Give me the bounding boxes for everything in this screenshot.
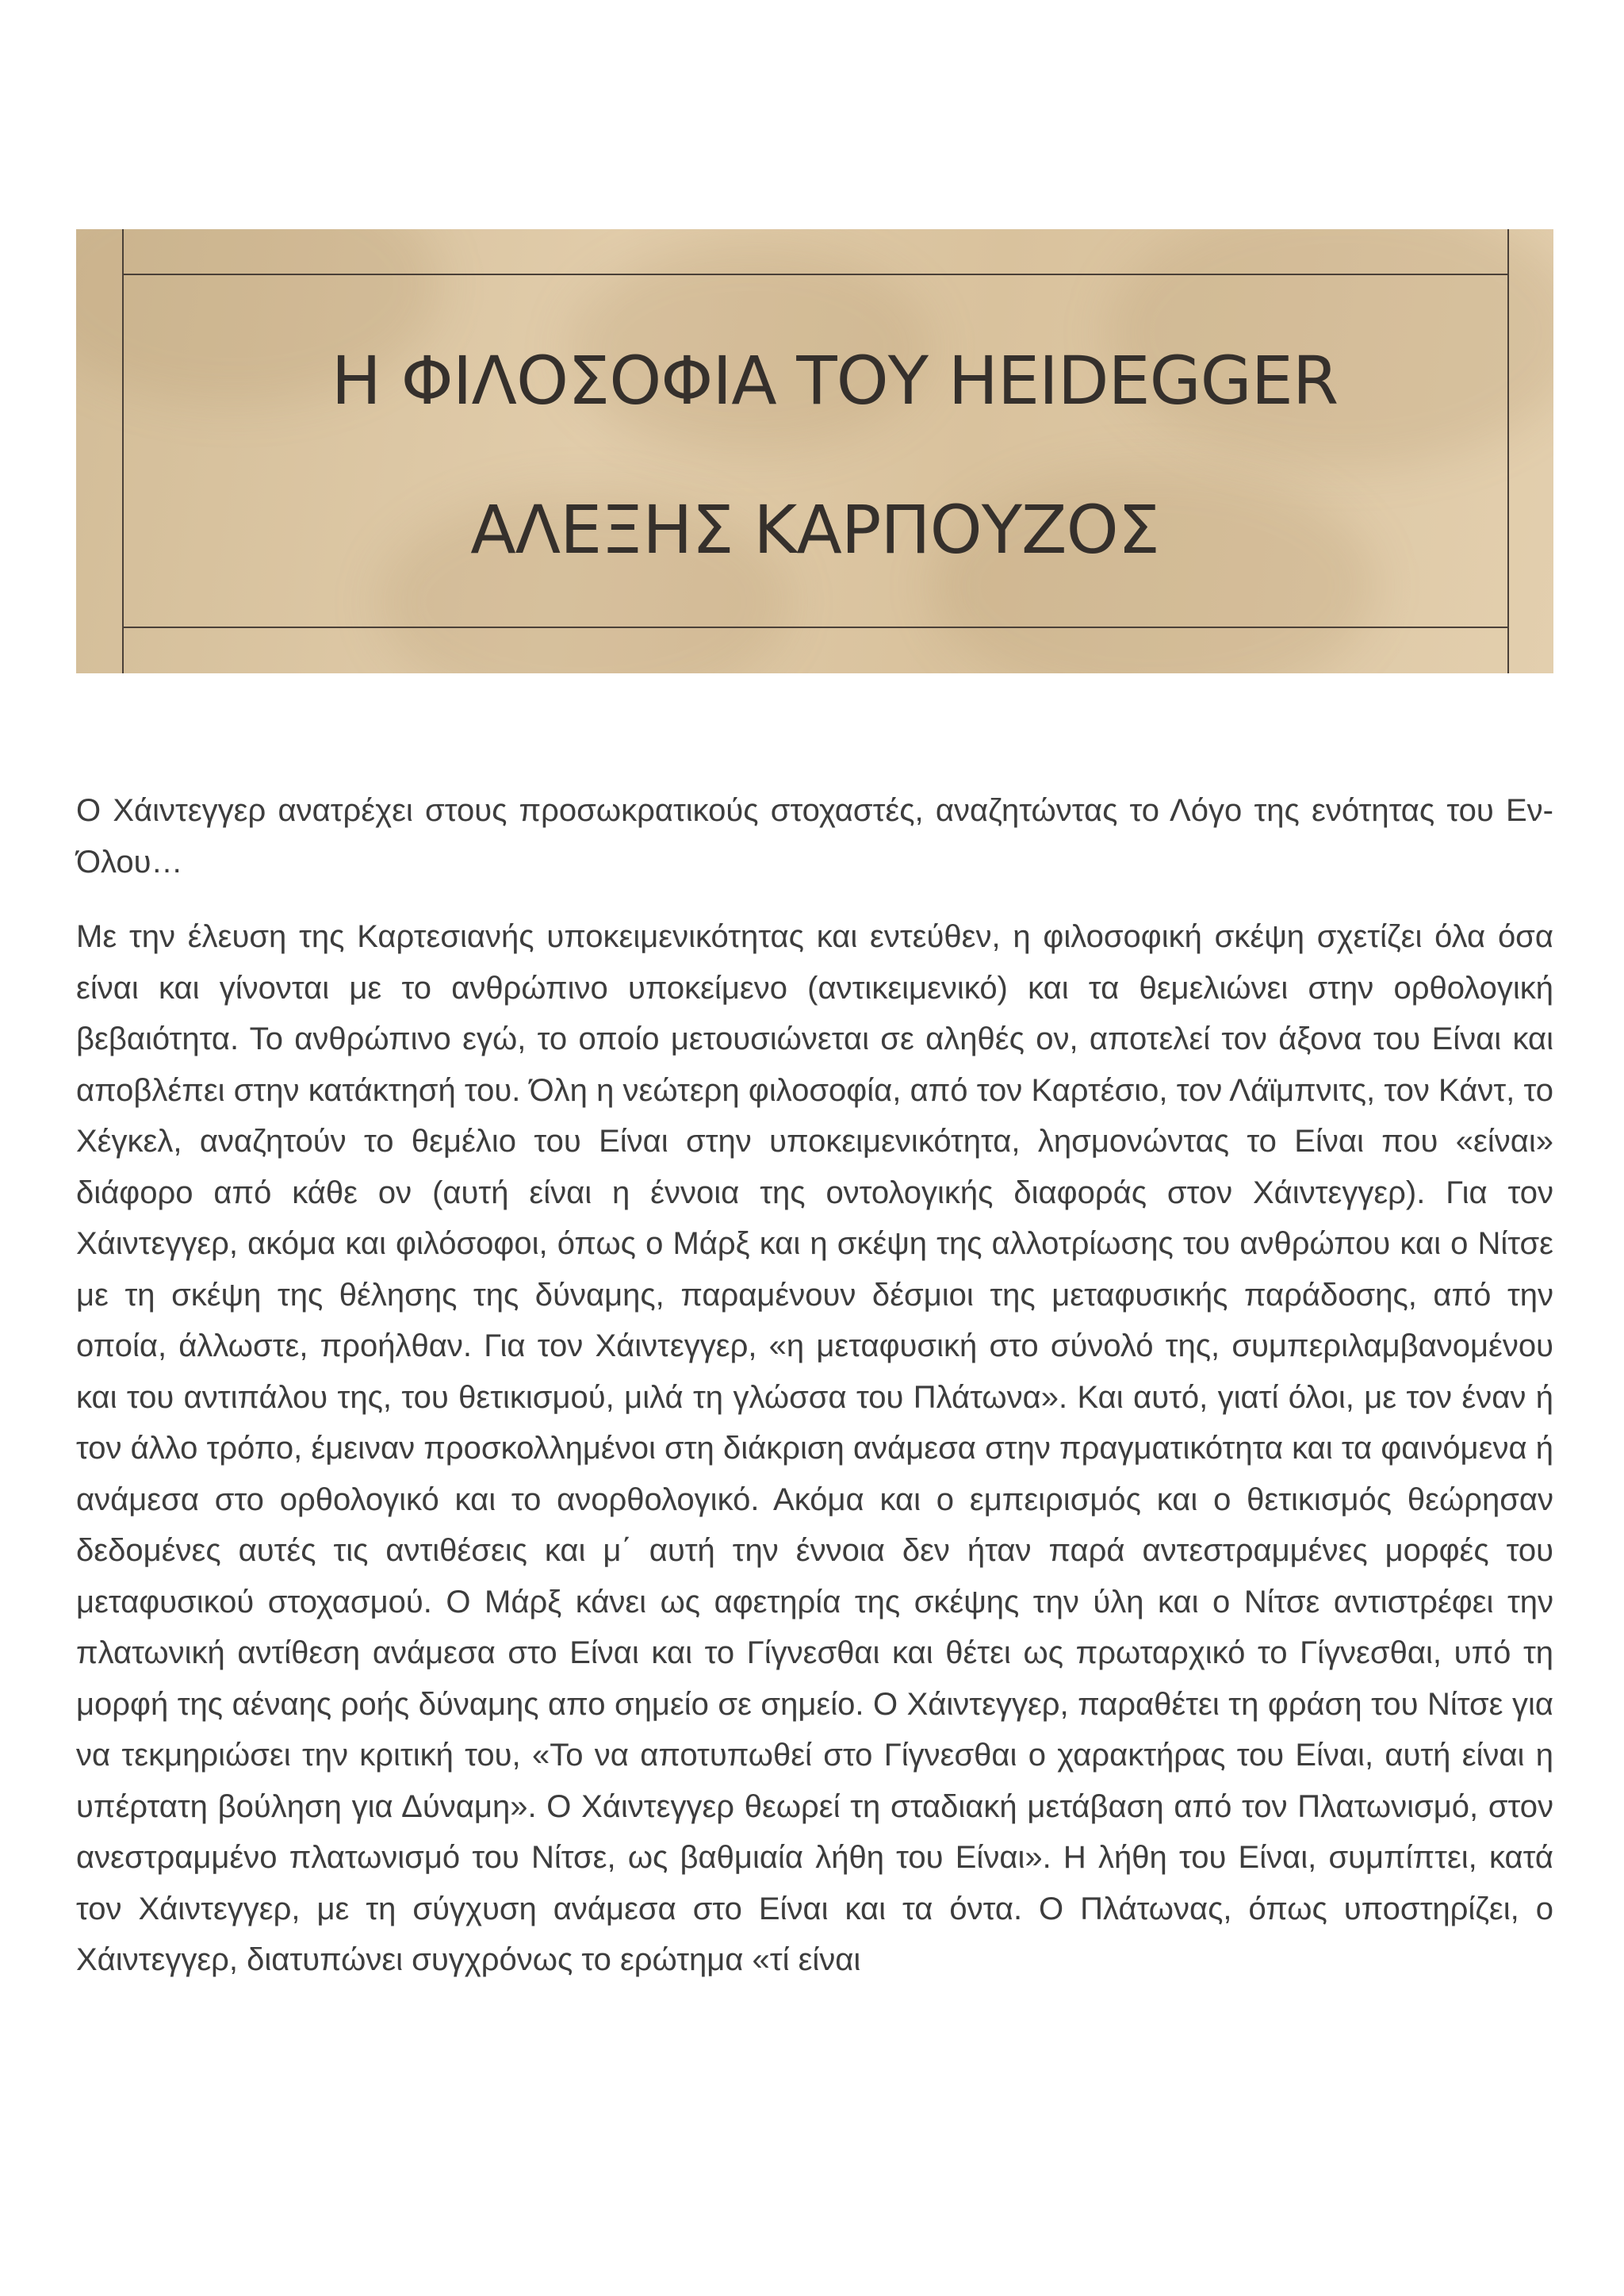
frame-right-line (1507, 229, 1509, 673)
body-paragraph: Ο Χάιντεγγερ ανατρέχει στους προσωκρατικούς στοχαστές, αναζητώντας το Λόγο της ενότητας του Εν-Όλου… (76, 793, 1553, 880)
frame-left-line (122, 229, 124, 673)
document-body (76, 785, 1553, 2010)
document-author: ΑΛΕΞΗΣ ΚΑΡΠΟΥΖΟΣ (470, 491, 1159, 569)
title-banner (76, 229, 1553, 673)
document-title: Η ΦΙΛΟΣΟΦΙΑ ΤΟΥ HEIDEGGER (331, 342, 1339, 420)
frame-bottom-line (122, 627, 1507, 628)
body-paragraph: Με την έλευση της Καρτεσιανής υποκειμενικότητας και εντεύθεν, η φιλοσοφική σκέψη σχετίζει όλα όσα είναι και γίνονται με το ανθρώπινο υποκείμενο (αντικειμενικό) και τα θεμελιώνει στην ορθολογική βεβαιότητα. Το ανθρώπινο εγώ, το οποίο μετουσιώνεται σε αληθές ον, αποτελεί τον άξονα του Είναι και αποβλέπει στην κατάκτησή του. Όλη η νεώτερη φιλοσοφία, από τον Καρτέσιο, τον Λάϊμπνιτς, τον Κάντ, το Χέγκελ, αναζητούν το θεμέλιο του Είναι στην υποκειμενικότητα, λησμονώντας το Είναι που «είναι» διάφορο από κάθε ον (αυτή είναι η έννοια της οντολογικής διαφοράς στον Χάιντεγγερ). Για τον Χάιντεγγερ, ακόμα και φιλόσοφοι, όπως ο Μάρξ και η σκέψη της αλλοτρίωσης του ανθρώπου και ο Νίτσε με τη σκέψη της θέλησης της δύναμης, παραμένουν δέσμιοι της μεταφυσικής παράδοσης, από την οποία, άλλωστε, προήλθαν. Για τον Χάιντεγγερ, «η μεταφυσική στο σύνολό της, συμπεριλαμβανομένου και του αντιπάλου της, του θετικισμού, μιλά τη γλώσσα του Πλάτωνα». Και αυτό, γιατί όλοι, με τον έναν ή τον άλλο τρόπο, έμειναν προσκολλημένοι στη διάκριση ανάμεσα στην πραγματικότητα και τα φαινόμενα ή ανάμεσα στο ορθολογικό και το ανορθολογικό. Ακόμα και ο εμπειρισμός και ο θετικισμός θεώρησαν δεδομένες αυτές τις αντιθέσεις και μ΄ αυτή την έννοια δεν ήταν παρά αντεστραμμένες μορφές του μεταφυσικού στοχασμού. Ο Μάρξ κάνει ως αφετηρία της σκέψης την ύλη και ο Νίτσε αντιστρέφει την πλατωνική αντίθεση ανάμεσα στο Είναι και το Γίγνεσθαι και θέτει ως πρωταρχικό το Γίγνεσθαι, υπό τη μορφή της αέναης ροής δύναμης απο σημείο σε σημείο. Ο Χάιντεγγερ, παραθέτει τη φράση του Νίτσε για να τεκμηριώσει την κριτική του, «Το να αποτυπωθεί στο Γίγνεσθαι ο χαρακτήρας του Είναι, αυτή είναι η υπέρτατη βούληση για Δύναμη». Ο Χάιντεγγερ θεωρεί τη σταδιακή μετάβαση από τον Πλατωνισμό, στον ανεστραμμένο πλατωνισμό του Νίτσε, ως βαθμιαία λήθη του Είναι». Η λήθη του Είναι, συμπίπτει, κατά τον Χάιντεγγερ, με τη σύγχυση ανάμεσα στο Είναι και τα όντα. Ο Πλάτωνας, όπως υποστηρίζει, ο Χάιντεγγερ, διατυπώνει συγχρόνως το ερώτημα «τί είναι (76, 919, 1553, 1977)
frame-top-line (122, 274, 1507, 275)
